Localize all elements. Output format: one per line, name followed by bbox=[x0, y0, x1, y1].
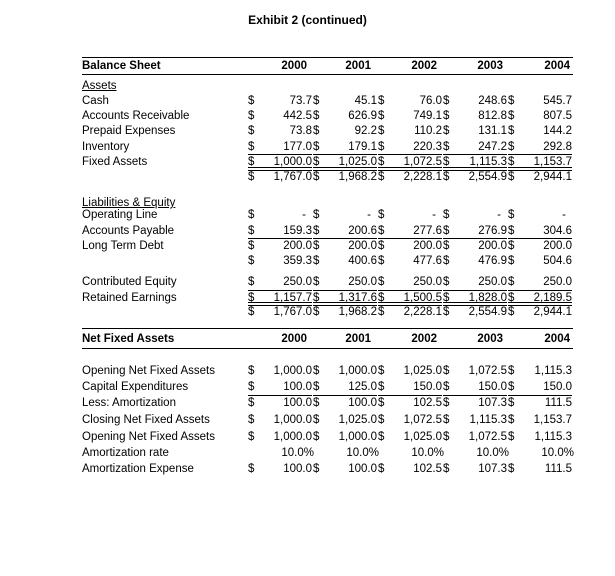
table-row bbox=[0, 364, 615, 379]
year-header: 2000 bbox=[281, 60, 307, 72]
row-label: Inventory bbox=[82, 140, 130, 153]
currency-symbol: $ bbox=[443, 209, 450, 221]
table-row bbox=[0, 396, 615, 411]
value: 807.5 bbox=[543, 110, 572, 123]
value: 92.2 bbox=[354, 125, 377, 138]
value: 250.0 bbox=[348, 276, 377, 288]
value: 248.6 bbox=[478, 95, 507, 107]
table-row bbox=[0, 208, 615, 223]
value: 504.6 bbox=[543, 255, 572, 267]
value: 1,072.5 bbox=[403, 155, 442, 168]
row-label: Closing Net Fixed Assets bbox=[82, 413, 210, 426]
table-row bbox=[0, 109, 615, 124]
currency-symbol: $ bbox=[248, 413, 255, 426]
row-label: Amortization Expense bbox=[82, 463, 194, 475]
row-label: Opening Net Fixed Assets bbox=[82, 431, 215, 443]
currency-symbol: $ bbox=[443, 463, 450, 475]
value: - bbox=[497, 209, 501, 221]
currency-symbol: $ bbox=[443, 255, 450, 267]
row-label: Contributed Equity bbox=[82, 276, 177, 288]
currency-symbol: $ bbox=[508, 413, 515, 426]
row-label: Less: Amortization bbox=[82, 397, 176, 410]
currency-symbol: $ bbox=[443, 171, 450, 183]
value: 250.0 bbox=[283, 276, 312, 288]
value: 1,767.0 bbox=[273, 171, 312, 183]
value: 304.6 bbox=[543, 224, 572, 237]
value: 1,000.0 bbox=[273, 365, 312, 377]
currency-symbol: $ bbox=[248, 291, 255, 304]
value: 1,072.5 bbox=[468, 431, 507, 443]
value: 292.8 bbox=[543, 140, 572, 153]
currency-symbol: $ bbox=[443, 431, 450, 443]
table-row bbox=[0, 462, 615, 477]
currency-symbol: $ bbox=[248, 110, 255, 123]
currency-symbol: $ bbox=[248, 365, 255, 377]
currency-symbol: $ bbox=[443, 125, 450, 138]
value: 812.8 bbox=[478, 110, 507, 123]
section-divider bbox=[82, 57, 573, 58]
value: 626.9 bbox=[348, 110, 377, 123]
value: 125.0 bbox=[348, 381, 377, 394]
section-header bbox=[0, 59, 615, 74]
currency-symbol: $ bbox=[443, 110, 450, 123]
currency-symbol: $ bbox=[313, 171, 320, 183]
currency-symbol: $ bbox=[508, 110, 515, 123]
currency-symbol: $ bbox=[378, 463, 385, 475]
currency-symbol: $ bbox=[508, 463, 515, 475]
year-header: 2003 bbox=[477, 60, 503, 72]
value: 111.5 bbox=[544, 397, 572, 410]
value: 1,000.0 bbox=[273, 413, 312, 426]
value: 1,115.3 bbox=[469, 413, 507, 426]
value: 73.7 bbox=[289, 95, 312, 107]
value: 10.0% bbox=[346, 447, 379, 459]
value: 200.0 bbox=[283, 240, 312, 252]
currency-symbol: $ bbox=[248, 155, 255, 168]
table-row bbox=[0, 305, 615, 320]
value: 100.0 bbox=[348, 463, 377, 475]
row-label: Accounts Payable bbox=[82, 224, 175, 237]
table-row bbox=[0, 140, 615, 155]
currency-symbol: $ bbox=[248, 125, 255, 138]
value: 1,000.0 bbox=[338, 431, 377, 443]
value: - bbox=[367, 209, 371, 221]
section-heading: Balance Sheet bbox=[82, 60, 161, 72]
currency-symbol: $ bbox=[443, 224, 450, 237]
table-row bbox=[0, 239, 615, 254]
currency-symbol: $ bbox=[508, 224, 515, 237]
value: 545.7 bbox=[543, 95, 572, 107]
currency-symbol: $ bbox=[313, 140, 320, 153]
value: 111.5 bbox=[544, 463, 572, 475]
value: 276.9 bbox=[478, 224, 507, 237]
currency-symbol: $ bbox=[443, 276, 450, 288]
row-label: Retained Earnings bbox=[82, 291, 177, 304]
value: 1,000.0 bbox=[338, 365, 377, 377]
currency-symbol: $ bbox=[248, 431, 255, 443]
value: - bbox=[302, 209, 306, 221]
value: 73.8 bbox=[289, 125, 312, 138]
value: 1,317.6 bbox=[338, 291, 377, 304]
currency-symbol: $ bbox=[508, 431, 515, 443]
currency-symbol: $ bbox=[443, 397, 450, 410]
year-header: 2001 bbox=[345, 333, 371, 345]
table-row bbox=[0, 170, 615, 185]
value: 200.0 bbox=[348, 240, 377, 252]
currency-symbol: $ bbox=[313, 224, 320, 237]
value: 1,767.0 bbox=[273, 306, 312, 318]
row-label: Operating Line bbox=[82, 209, 158, 221]
currency-symbol: $ bbox=[248, 463, 255, 475]
currency-symbol: $ bbox=[378, 397, 385, 410]
value: 102.5 bbox=[413, 397, 442, 410]
value: 749.1 bbox=[413, 110, 442, 123]
currency-symbol: $ bbox=[378, 155, 385, 168]
currency-symbol: $ bbox=[443, 365, 450, 377]
value: 1,000.0 bbox=[273, 431, 312, 443]
currency-symbol: $ bbox=[508, 381, 515, 394]
currency-symbol: $ bbox=[508, 365, 515, 377]
value: 131.1 bbox=[478, 125, 507, 138]
currency-symbol: $ bbox=[248, 397, 255, 410]
value: 100.0 bbox=[283, 381, 312, 394]
currency-symbol: $ bbox=[378, 110, 385, 123]
currency-symbol: $ bbox=[313, 306, 320, 318]
currency-symbol: $ bbox=[508, 95, 515, 107]
value: 400.6 bbox=[348, 255, 377, 267]
currency-symbol: $ bbox=[508, 306, 515, 318]
year-header: 2003 bbox=[477, 333, 503, 345]
currency-symbol: $ bbox=[378, 413, 385, 426]
currency-symbol: $ bbox=[508, 125, 515, 138]
currency-symbol: $ bbox=[508, 240, 515, 252]
table-row bbox=[0, 275, 615, 290]
currency-symbol: $ bbox=[248, 171, 255, 183]
value: 144.2 bbox=[543, 125, 572, 138]
currency-symbol: $ bbox=[378, 224, 385, 237]
currency-symbol: $ bbox=[313, 276, 320, 288]
value: 1,153.7 bbox=[533, 155, 572, 168]
value: 110.2 bbox=[414, 125, 442, 138]
value: 200.0 bbox=[413, 240, 442, 252]
value: 1,828.0 bbox=[468, 291, 507, 304]
currency-symbol: $ bbox=[508, 140, 515, 153]
currency-symbol: $ bbox=[313, 125, 320, 138]
value: 10.0% bbox=[281, 447, 314, 459]
value: 250.0 bbox=[543, 276, 572, 288]
subsection-heading: Liabilities & Equity bbox=[82, 197, 176, 209]
value: 200.0 bbox=[478, 240, 507, 252]
row-label: Accounts Receivable bbox=[82, 110, 190, 123]
section-divider bbox=[82, 328, 573, 329]
currency-symbol: $ bbox=[248, 306, 255, 318]
value: 102.5 bbox=[413, 463, 442, 475]
row-label: Prepaid Expenses bbox=[82, 125, 176, 138]
value: 476.9 bbox=[478, 255, 507, 267]
currency-symbol: $ bbox=[443, 240, 450, 252]
value: 1,115.3 bbox=[534, 431, 572, 443]
value: 277.6 bbox=[413, 224, 442, 237]
value: 179.1 bbox=[348, 140, 377, 153]
currency-symbol: $ bbox=[378, 365, 385, 377]
currency-symbol: $ bbox=[508, 209, 515, 221]
currency-symbol: $ bbox=[378, 240, 385, 252]
value: 1,968.2 bbox=[338, 171, 377, 183]
currency-symbol: $ bbox=[248, 240, 255, 252]
year-header: 2002 bbox=[411, 333, 437, 345]
currency-symbol: $ bbox=[378, 381, 385, 394]
table-row bbox=[0, 380, 615, 395]
value: - bbox=[432, 209, 436, 221]
value: 1,500.5 bbox=[403, 291, 442, 304]
section-header bbox=[0, 332, 615, 347]
currency-symbol: $ bbox=[508, 255, 515, 267]
value: 150.0 bbox=[543, 381, 572, 394]
value: 1,000.0 bbox=[273, 155, 312, 168]
currency-symbol: $ bbox=[443, 95, 450, 107]
currency-symbol: $ bbox=[248, 255, 255, 267]
value: 477.6 bbox=[413, 255, 442, 267]
currency-symbol: $ bbox=[313, 95, 320, 107]
year-header: 2000 bbox=[281, 333, 307, 345]
currency-symbol: $ bbox=[378, 306, 385, 318]
value: 200.6 bbox=[348, 224, 377, 237]
value: 2,554.9 bbox=[468, 306, 507, 318]
value: 1,025.0 bbox=[403, 431, 442, 443]
value: 1,157.7 bbox=[273, 291, 312, 304]
table-row bbox=[0, 446, 615, 461]
value: 45.1 bbox=[354, 95, 377, 107]
currency-symbol: $ bbox=[313, 397, 320, 410]
currency-symbol: $ bbox=[378, 431, 385, 443]
currency-symbol: $ bbox=[313, 431, 320, 443]
value: - bbox=[562, 209, 566, 221]
currency-symbol: $ bbox=[313, 365, 320, 377]
year-header: 2001 bbox=[345, 60, 371, 72]
year-header: 2002 bbox=[411, 60, 437, 72]
value: 250.0 bbox=[413, 276, 442, 288]
row-label: Cash bbox=[82, 95, 109, 107]
value: 2,228.1 bbox=[403, 306, 442, 318]
section-divider bbox=[82, 74, 573, 75]
value: 359.3 bbox=[283, 255, 312, 267]
value: 159.3 bbox=[283, 224, 312, 237]
value: 1,072.5 bbox=[403, 413, 442, 426]
currency-symbol: $ bbox=[443, 381, 450, 394]
value: 1,153.7 bbox=[533, 413, 572, 426]
value: 1,025.0 bbox=[338, 155, 377, 168]
table-row bbox=[0, 124, 615, 139]
value: 1,968.2 bbox=[338, 306, 377, 318]
currency-symbol: $ bbox=[248, 209, 255, 221]
value: 247.2 bbox=[478, 140, 507, 153]
year-header: 2004 bbox=[544, 60, 570, 72]
row-label: Capital Expenditures bbox=[82, 381, 189, 394]
table-row bbox=[0, 94, 615, 109]
value: 150.0 bbox=[478, 381, 507, 394]
value: 177.0 bbox=[283, 140, 312, 153]
subsection-label bbox=[0, 79, 615, 94]
currency-symbol: $ bbox=[378, 255, 385, 267]
currency-symbol: $ bbox=[378, 140, 385, 153]
currency-symbol: $ bbox=[508, 276, 515, 288]
row-label: Fixed Assets bbox=[82, 155, 148, 168]
currency-symbol: $ bbox=[443, 291, 450, 304]
currency-symbol: $ bbox=[378, 276, 385, 288]
table-row bbox=[0, 224, 615, 239]
currency-symbol: $ bbox=[248, 95, 255, 107]
year-header: 2004 bbox=[544, 333, 570, 345]
row-label: Opening Net Fixed Assets bbox=[82, 365, 215, 377]
currency-symbol: $ bbox=[313, 291, 320, 304]
currency-symbol: $ bbox=[508, 291, 515, 304]
currency-symbol: $ bbox=[313, 413, 320, 426]
currency-symbol: $ bbox=[313, 381, 320, 394]
value: 1,025.0 bbox=[403, 365, 442, 377]
value: 2,944.1 bbox=[533, 171, 572, 183]
currency-symbol: $ bbox=[443, 140, 450, 153]
currency-symbol: $ bbox=[443, 413, 450, 426]
value: 107.3 bbox=[478, 397, 507, 410]
section-divider bbox=[82, 348, 573, 349]
value: 150.0 bbox=[413, 381, 442, 394]
value: 10.0% bbox=[411, 447, 444, 459]
currency-symbol: $ bbox=[313, 255, 320, 267]
currency-symbol: $ bbox=[313, 240, 320, 252]
table-row bbox=[0, 430, 615, 445]
value: 1,115.3 bbox=[469, 155, 507, 168]
value: 442.5 bbox=[283, 110, 312, 123]
currency-symbol: $ bbox=[313, 155, 320, 168]
value: 2,944.1 bbox=[533, 306, 572, 318]
value: 2,228.1 bbox=[403, 171, 442, 183]
currency-symbol: $ bbox=[378, 171, 385, 183]
currency-symbol: $ bbox=[248, 381, 255, 394]
value: 10.0% bbox=[541, 447, 574, 459]
value: 2,189.5 bbox=[533, 291, 572, 304]
value: 107.3 bbox=[478, 463, 507, 475]
currency-symbol: $ bbox=[378, 291, 385, 304]
currency-symbol: $ bbox=[508, 397, 515, 410]
value: 76.0 bbox=[419, 95, 442, 107]
currency-symbol: $ bbox=[313, 110, 320, 123]
section-heading: Net Fixed Assets bbox=[82, 333, 175, 345]
value: 1,115.3 bbox=[534, 365, 572, 377]
currency-symbol: $ bbox=[248, 276, 255, 288]
currency-symbol: $ bbox=[378, 95, 385, 107]
table-row bbox=[0, 413, 615, 428]
value: 100.0 bbox=[348, 397, 377, 410]
currency-symbol: $ bbox=[313, 463, 320, 475]
value: 100.0 bbox=[283, 463, 312, 475]
value: 1,025.0 bbox=[338, 413, 377, 426]
table-row bbox=[0, 254, 615, 269]
currency-symbol: $ bbox=[248, 140, 255, 153]
currency-symbol: $ bbox=[443, 155, 450, 168]
currency-symbol: $ bbox=[378, 125, 385, 138]
value: 220.3 bbox=[413, 140, 442, 153]
value: 10.0% bbox=[476, 447, 509, 459]
value: 200.0 bbox=[543, 240, 572, 252]
currency-symbol: $ bbox=[248, 224, 255, 237]
currency-symbol: $ bbox=[313, 209, 320, 221]
currency-symbol: $ bbox=[378, 209, 385, 221]
value: 100.0 bbox=[283, 397, 312, 410]
row-label: Long Term Debt bbox=[82, 240, 164, 252]
value: 2,554.9 bbox=[468, 171, 507, 183]
currency-symbol: $ bbox=[443, 306, 450, 318]
currency-symbol: $ bbox=[508, 155, 515, 168]
value: 250.0 bbox=[478, 276, 507, 288]
exhibit-title: Exhibit 2 (continued) bbox=[248, 13, 367, 27]
row-label: Amortization rate bbox=[82, 447, 169, 459]
value: 1,072.5 bbox=[468, 365, 507, 377]
subsection-heading: Assets bbox=[82, 80, 117, 92]
currency-symbol: $ bbox=[508, 171, 515, 183]
